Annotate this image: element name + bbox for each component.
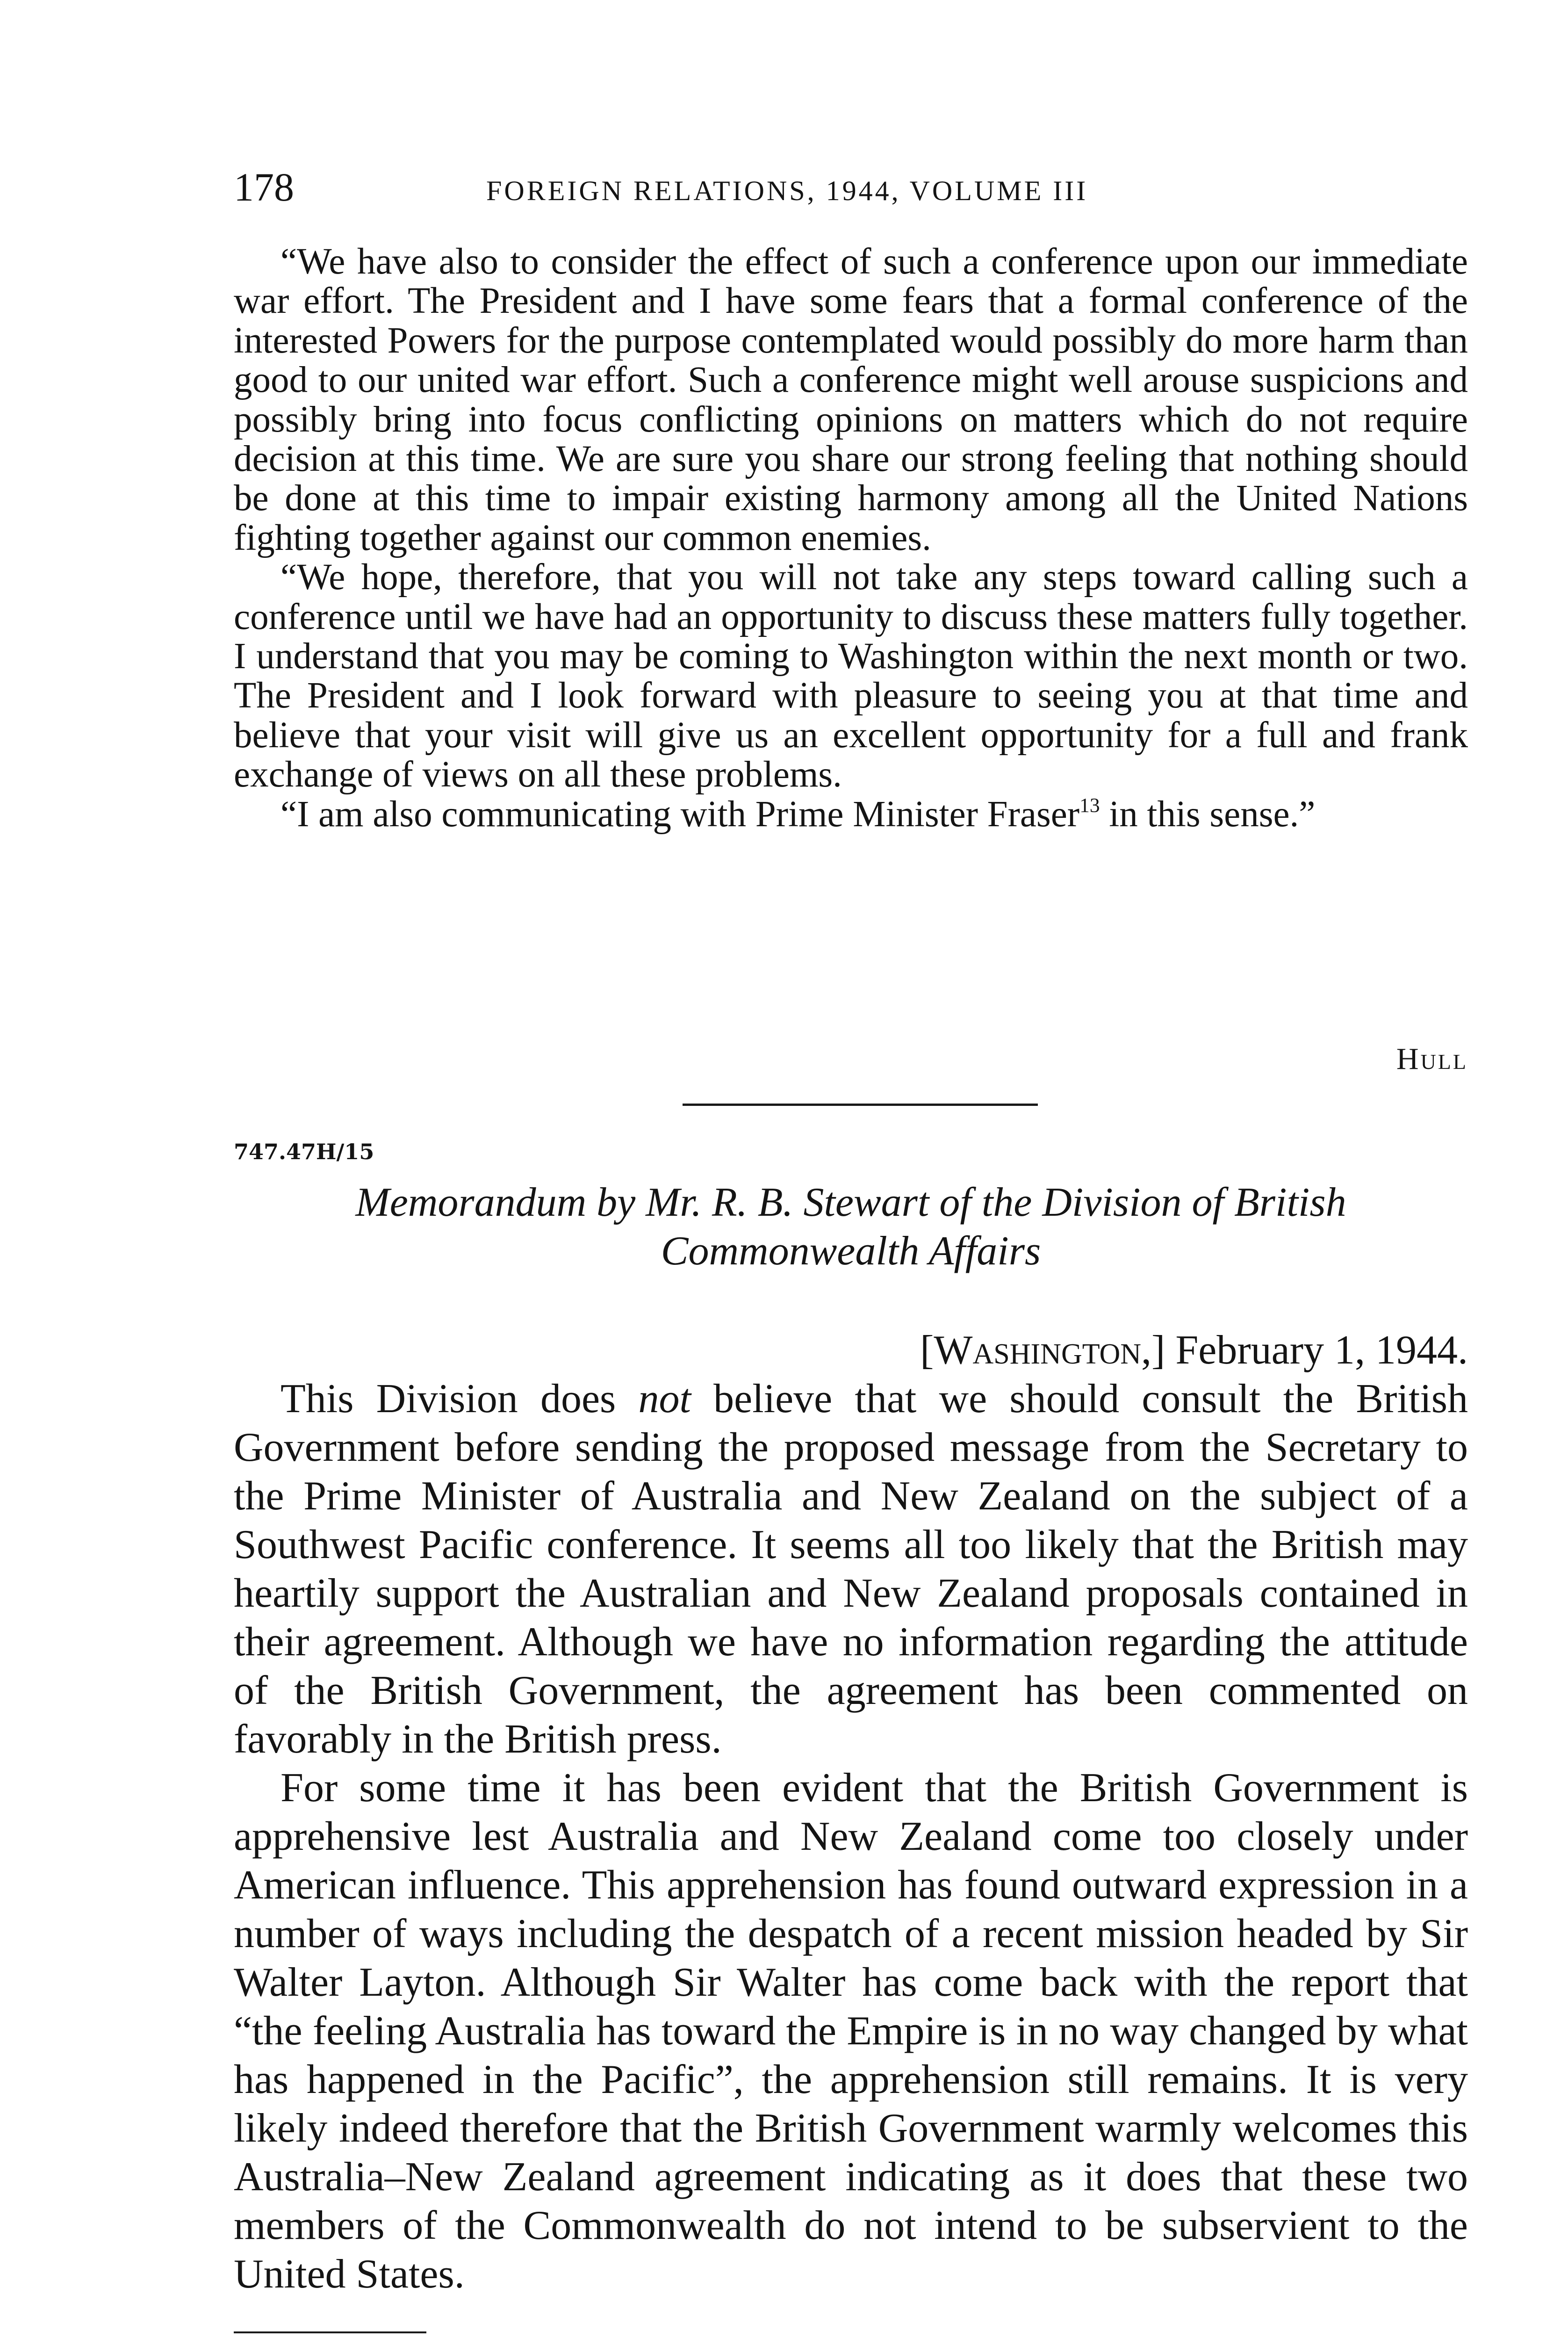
- paragraph: “We have also to consider the effect of such a conference upon our immediate war effort. The President and I have some fears that a formal conference of the interested Powers for the purpose contemplated would possibly do more harm than good to our united war effort. Such a conference might well arouse suspicions and possibly bring into focus conflicting opinions on matters which do not require decision at this time. We are sure you share our strong feeling that nothing should be done at this time to impair existing harmony among all the United Nations fighting together against our common enemies.: [234, 241, 1468, 558]
- paragraph-text: “I am also communicating with Prime Minister Fraser: [281, 794, 1080, 835]
- signature: Hull: [1396, 1042, 1468, 1076]
- document-title-line: Commonwealth Affairs: [661, 1228, 1041, 1274]
- emphasis: not: [638, 1376, 691, 1422]
- page-number: 178: [234, 165, 294, 209]
- running-title: FOREIGN RELATIONS, 1944, VOLUME III: [486, 175, 1088, 206]
- section-divider: [683, 1104, 1038, 1106]
- paragraph: [234, 1375, 1468, 1764]
- paragraph-text: This Division does: [281, 1376, 639, 1422]
- document-title-line: Memorandum by Mr. R. B. Stewart of the Division of British: [355, 1180, 1346, 1225]
- dateline-place: [Washington,]: [920, 1328, 1165, 1373]
- dateline: [842, 1326, 1468, 1375]
- paragraph-text: believe that we should consult the British Government before sending the proposed message from the Secretary to the Prime Minister of Australia and New Zealand on the subject of a Southwest Pacific conference. It seems all too likely that the British may heartily support the Australian and New Zealand proposals contained in their agreement. Although we have no information regarding the attitude of the British Government, the agreement has been commented on favorably in the British press.: [234, 1376, 1468, 1762]
- memorandum-body: [234, 1375, 1468, 2299]
- paragraph: [234, 795, 1468, 834]
- footnote-reference: 13: [1079, 794, 1100, 817]
- page-header: [234, 159, 1463, 215]
- paragraph: “We hope, therefore, that you will not take any steps toward calling such a conference until we have had an opportunity to discuss these matters fully together. I understand that you may be coming to Washington within the next month or two. The President and I look forward with pleasure to seeing you at that time and believe that your visit will give us an excellent opportunity for a full and frank exchange of views on all these problems.: [234, 557, 1468, 795]
- paragraph: For some time it has been evident that the British Government is apprehensive lest Australia and New Zealand come too closely under American influence. This apprehension has found outward expression in a number of ways including the despatch of a recent mission headed by Sir Walter Layton. Although Sir Walter has come back with the report that “the feeling Australia has toward the Empire is in no way changed by what has happened in the Pacific”, the apprehension still remains. It is very likely indeed therefore that the British Government warmly welcomes this Australia–New Zealand agreement indicating as it does that these two members of the Commonwealth do not intend to be subservient to the United States.: [234, 1765, 1468, 2297]
- footnote-rule: [234, 2331, 426, 2333]
- file-number: 747.47H/15: [234, 1139, 374, 1164]
- letter-conclusion: [234, 242, 1468, 834]
- dateline-date: February 1, 1944.: [1165, 1328, 1468, 1373]
- document-title: [234, 1178, 1468, 1276]
- paragraph-text: in this sense.”: [1100, 794, 1316, 835]
